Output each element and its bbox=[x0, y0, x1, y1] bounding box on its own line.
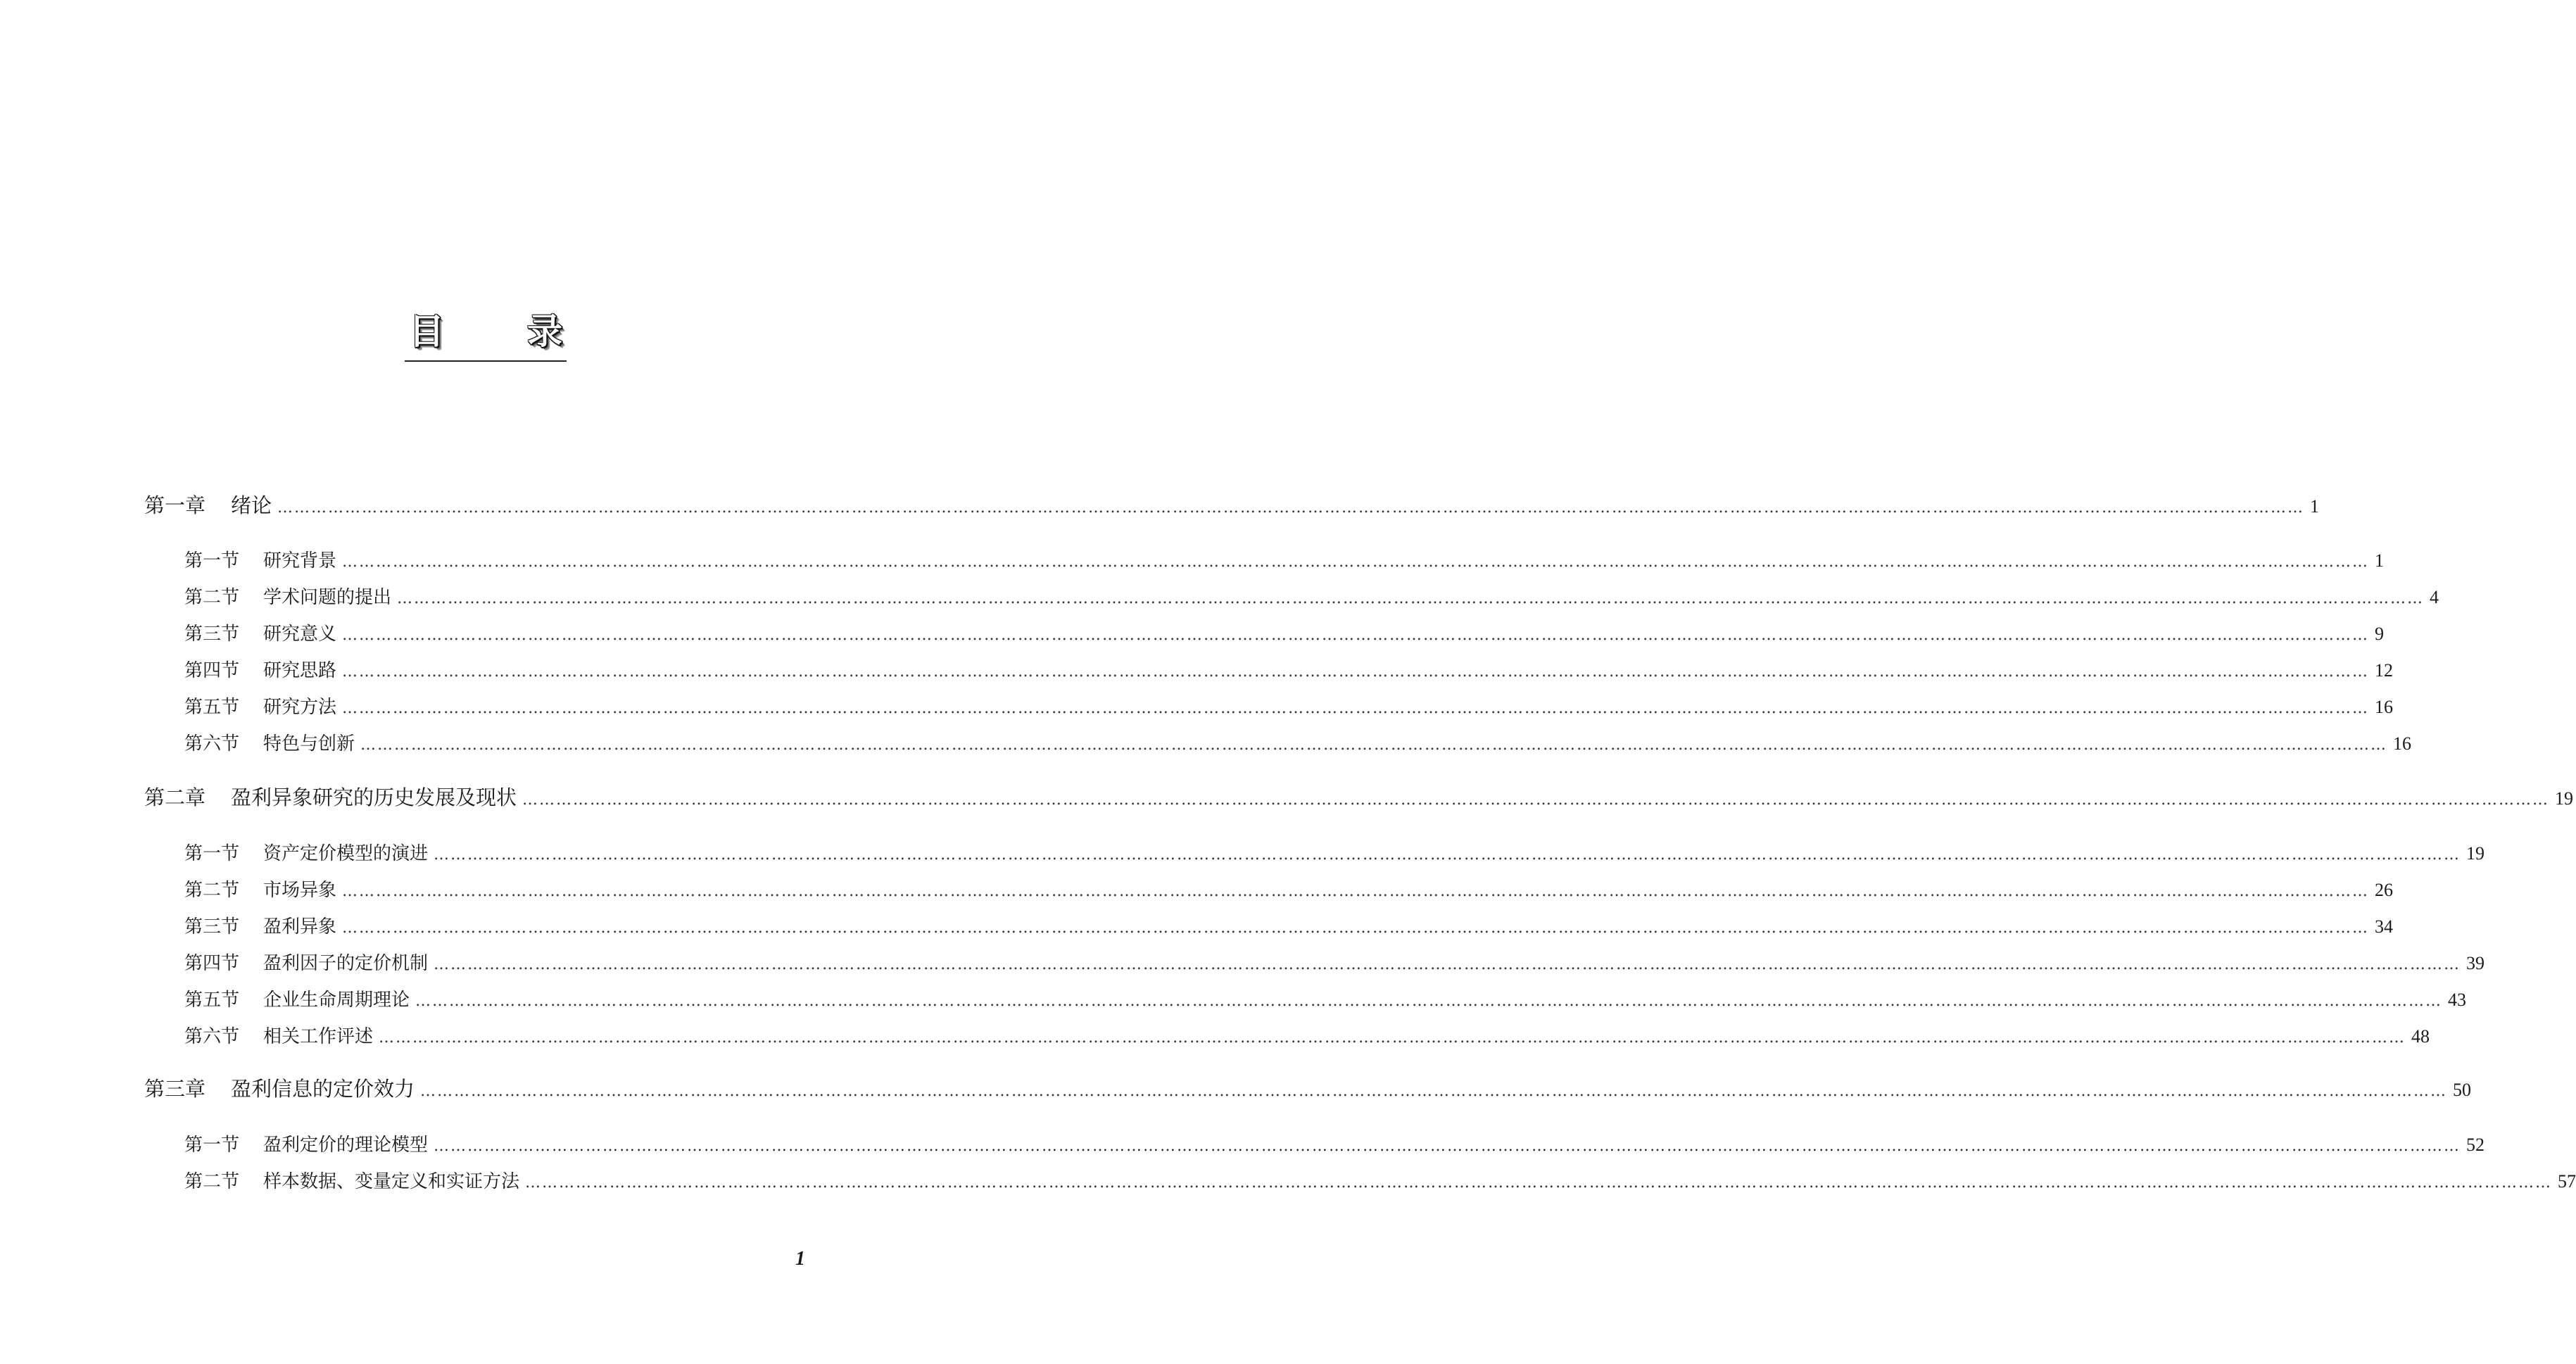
toc-entry-label: 第四节 bbox=[184, 953, 240, 974]
toc-entry-label: 第六节 bbox=[184, 733, 240, 754]
toc-entry-title: 相关工作评述 bbox=[263, 1026, 374, 1047]
toc-entry-label: 第三节 bbox=[184, 624, 240, 645]
toc-entry-title: 研究思路 bbox=[263, 660, 337, 681]
toc-leader-dots: ……………………………………………………………………………………………………………………………………………………………………………………………………………………………………………………………………………………………………………………………… bbox=[342, 919, 2370, 937]
toc-entry-page: 16 bbox=[2393, 733, 2412, 754]
toc-heading-char-1: 目 bbox=[409, 311, 444, 352]
page-number: 1 bbox=[795, 1248, 805, 1270]
toc-leader-dots: ……………………………………………………………………………………………………………………………………………………………………………………………………………………………………………………………………………………………………………………………… bbox=[434, 956, 2461, 973]
toc-entry-chapter-1[interactable] bbox=[144, 490, 2320, 519]
toc-entry-page: 57 bbox=[2558, 1171, 2576, 1192]
toc-heading-char-2: 录 bbox=[527, 311, 562, 352]
toc-leader-dots: ……………………………………………………………………………………………………………………………………………………………………………………………………………………………………………………………………………………………………………………………… bbox=[342, 553, 2370, 571]
toc-leader-dots: ……………………………………………………………………………………………………………………………………………………………………………………………………………………………………………………………………………………………………………………………… bbox=[342, 663, 2370, 681]
toc-entry-section[interactable] bbox=[184, 985, 2467, 1011]
toc-entry-section[interactable] bbox=[184, 693, 2394, 719]
toc-entry-title: 盈利定价的理论模型 bbox=[263, 1135, 429, 1156]
toc-entry-title: 特色与创新 bbox=[263, 733, 355, 754]
toc-entry-page: 1 bbox=[2375, 550, 2385, 571]
toc-entry-chapter-3[interactable] bbox=[144, 1073, 2472, 1102]
toc-entry-label: 第一章 bbox=[144, 493, 206, 517]
toc-entry-title: 样本数据、变量定义和实证方法 bbox=[263, 1171, 520, 1192]
toc-entry-label: 第四节 bbox=[184, 660, 240, 681]
toc-leader-dots: ……………………………………………………………………………………………………………………………………………………………………………………………………………………………………………………………………………………………………………………………… bbox=[342, 883, 2370, 900]
toc-entry-title: 资产定价模型的演进 bbox=[263, 843, 429, 864]
toc-entry-page: 50 bbox=[2453, 1080, 2472, 1100]
toc-leader-dots: ……………………………………………………………………………………………………………………………………………………………………………………………………………………………………………………………………………………………………………………………… bbox=[360, 736, 2388, 754]
toc-entry-section[interactable] bbox=[184, 583, 2439, 609]
toc-entry-label: 第三章 bbox=[144, 1077, 206, 1101]
toc-entry-section[interactable] bbox=[184, 619, 2385, 645]
toc-entry-section[interactable] bbox=[184, 546, 2385, 572]
toc-entry-section[interactable] bbox=[184, 839, 2485, 865]
toc-leader-dots: ……………………………………………………………………………………………………………………………………………………………………………………………………………………………………………………………………………………………………………………………… bbox=[342, 626, 2370, 644]
toc-entry-page: 9 bbox=[2375, 624, 2385, 644]
toc-entry-page: 1 bbox=[2310, 496, 2320, 517]
toc-entry-section[interactable] bbox=[184, 1167, 2576, 1193]
toc-entry-title: 研究意义 bbox=[263, 624, 337, 645]
toc-leader-dots: ……………………………………………………………………………………………………………………………………………………………………………………………………………………………………………………………………………………………………………………………… bbox=[415, 992, 2443, 1010]
toc-entry-title: 盈利异象研究的历史发展及现状 bbox=[231, 785, 517, 809]
toc-entry-title: 学术问题的提出 bbox=[263, 587, 392, 608]
toc-entry-page: 19 bbox=[2466, 843, 2485, 864]
toc-leader-dots: ……………………………………………………………………………………………………………………………………………………………………………………………………………………………………………………………………………………………………………………………… bbox=[525, 1174, 2553, 1192]
toc-entry-label: 第五节 bbox=[184, 990, 240, 1011]
toc-leader-dots: ……………………………………………………………………………………………………………………………………………………………………………………………………………………………………………………………………………………………………………………………… bbox=[342, 700, 2370, 717]
toc-leader-dots: ……………………………………………………………………………………………………………………………………………………………………………………………………………………………………………………………………………………………………………………………… bbox=[522, 791, 2550, 809]
toc-entry-section[interactable] bbox=[184, 876, 2394, 902]
toc-entry-title: 市场异象 bbox=[263, 880, 337, 901]
toc-entry-label: 第一节 bbox=[184, 843, 240, 864]
toc-entry-page: 16 bbox=[2375, 697, 2394, 717]
toc-entry-page: 26 bbox=[2375, 880, 2394, 900]
toc-entry-label: 第三节 bbox=[184, 916, 240, 937]
toc-leader-dots: ……………………………………………………………………………………………………………………………………………………………………………………………………………………………………………………………………………………………………………………………… bbox=[434, 1137, 2461, 1155]
toc-entry-page: 19 bbox=[2555, 788, 2574, 809]
toc-entry-chapter-2[interactable] bbox=[144, 782, 2574, 811]
toc-entry-section[interactable] bbox=[184, 949, 2485, 975]
toc-entry-label: 第二节 bbox=[184, 880, 240, 901]
toc-entry-title: 盈利信息的定价效力 bbox=[231, 1077, 415, 1101]
toc-entry-label: 第五节 bbox=[184, 697, 240, 718]
toc-entry-page: 4 bbox=[2430, 587, 2439, 607]
toc-entry-title: 研究背景 bbox=[263, 550, 337, 572]
toc-entry-section[interactable] bbox=[184, 656, 2394, 682]
toc-entry-page: 39 bbox=[2466, 953, 2485, 973]
toc-entry-title: 研究方法 bbox=[263, 697, 337, 718]
toc-entry-section[interactable] bbox=[184, 1022, 2430, 1048]
toc-leader-dots: ……………………………………………………………………………………………………………………………………………………………………………………………………………………………………………………………………………………………………………………………… bbox=[397, 590, 2425, 607]
toc-entry-page: 34 bbox=[2375, 916, 2394, 937]
toc-entry-label: 第二章 bbox=[144, 785, 206, 809]
toc-entry-label: 第一节 bbox=[184, 1135, 240, 1156]
toc-entry-title: 盈利异象 bbox=[263, 916, 337, 937]
toc-entry-title: 绪论 bbox=[231, 493, 272, 517]
toc-entry-page: 48 bbox=[2411, 1026, 2430, 1047]
toc-leader-dots: ……………………………………………………………………………………………………………………………………………………………………………………………………………………………………………………………………………………………………………………………… bbox=[434, 846, 2461, 864]
toc-entry-section[interactable] bbox=[184, 729, 2412, 755]
toc-entry-title: 盈利因子的定价机制 bbox=[263, 953, 429, 974]
toc-leader-dots: ……………………………………………………………………………………………………………………………………………………………………………………………………………………………………………………………………………………………………………………………… bbox=[420, 1082, 2448, 1100]
toc-entry-section[interactable] bbox=[184, 912, 2394, 938]
toc-entry-title: 企业生命周期理论 bbox=[263, 990, 410, 1011]
toc-entry-page: 43 bbox=[2448, 990, 2467, 1010]
toc-entry-label: 第六节 bbox=[184, 1026, 240, 1047]
toc-leader-dots: ……………………………………………………………………………………………………………………………………………………………………………………………………………………………………………………………………………………………………………………………… bbox=[277, 499, 2305, 517]
toc-entry-page: 52 bbox=[2466, 1135, 2485, 1155]
toc-entry-label: 第一节 bbox=[184, 550, 240, 572]
toc-entry-label: 第二节 bbox=[184, 1171, 240, 1192]
toc-entry-section[interactable] bbox=[184, 1130, 2485, 1156]
toc-entry-page: 12 bbox=[2375, 660, 2394, 681]
toc-entry-label: 第二节 bbox=[184, 587, 240, 608]
toc-leader-dots: ……………………………………………………………………………………………………………………………………………………………………………………………………………………………………………………………………………………………………………………………… bbox=[379, 1029, 2406, 1047]
